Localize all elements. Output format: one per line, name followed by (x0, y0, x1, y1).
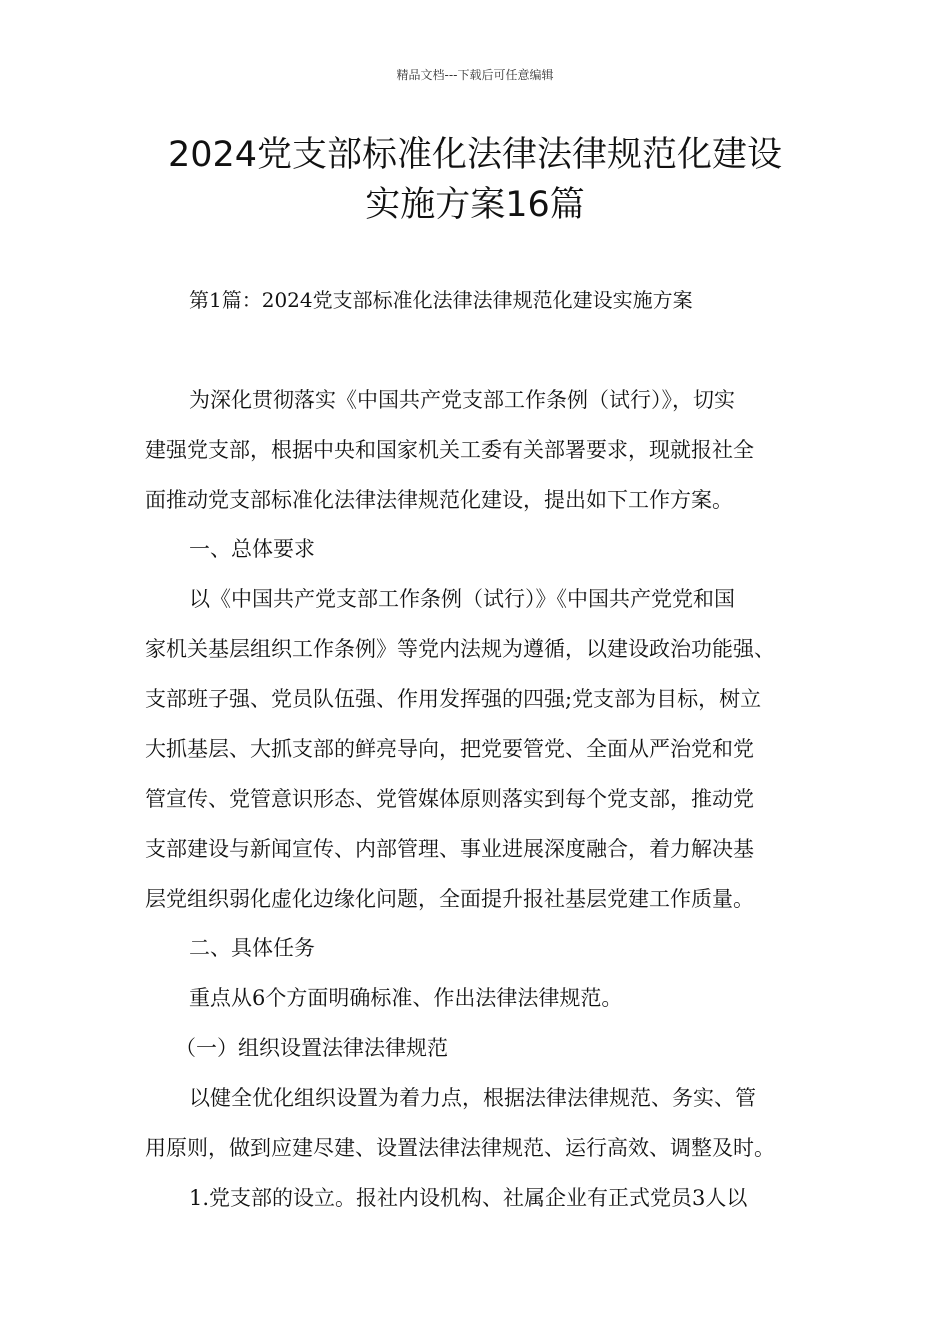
paragraph-line: 为深化贯彻落实《中国共产党支部工作条例（试行）》，切实 (189, 388, 735, 412)
subheading-organization: （一）组织设置法律法律规范 (175, 1036, 448, 1060)
paragraph-line: 用原则，做到应建尽建、设置法律法律规范、运行高效、调整及时。 (145, 1136, 775, 1160)
paragraph-line: 大抓基层、大抓支部的鲜亮导向，把党要管党、全面从严治党和党 (145, 737, 754, 761)
header-note: 精品文档---下载后可任意编辑 (396, 68, 554, 82)
paragraph-line: 1.党支部的设立。报社内设机构、社属企业有正式党员3人以 (189, 1186, 748, 1210)
paragraph-line: 建强党支部，根据中央和国家机关工委有关部署要求，现就报社全 (145, 438, 754, 462)
paragraph-line: 管宣传、党管意识形态、党管媒体原则落实到每个党支部，推动党 (145, 787, 754, 811)
section-heading: 第1篇：2024党支部标准化法律法律规范化建设实施方案 (189, 288, 693, 312)
paragraph-line: 以《中国共产党支部工作条例（试行）》《中国共产党党和国 (189, 587, 735, 611)
title-line-1: 2024党支部标准化法律法律规范化建设 (167, 135, 783, 175)
title-line-2: 实施方案16篇 (365, 185, 585, 225)
paragraph-line: 支部建设与新闻宣传、内部管理、事业进展深度融合，着力解决基 (145, 837, 754, 861)
paragraph-line: 以健全优化组织设置为着力点，根据法律法律规范、务实、管 (189, 1086, 756, 1110)
paragraph-line: 面推动党支部标准化法律法律规范化建设，提出如下工作方案。 (145, 488, 733, 512)
paragraph-line: 层党组织弱化虚化边缘化问题，全面提升报社基层党建工作质量。 (145, 887, 754, 911)
paragraph-line: 重点从6个方面明确标准、作出法律法律规范。 (189, 986, 623, 1010)
heading-specific-tasks: 二、具体任务 (189, 936, 315, 960)
paragraph-line: 支部班子强、党员队伍强、作用发挥强的四强;党支部为目标，树立 (145, 687, 762, 711)
paragraph-line: 家机关基层组织工作条例》等党内法规为遵循，以建设政治功能强、 (145, 637, 775, 661)
document-body (145, 0, 815, 1344)
heading-general-requirements: 一、总体要求 (189, 537, 315, 561)
